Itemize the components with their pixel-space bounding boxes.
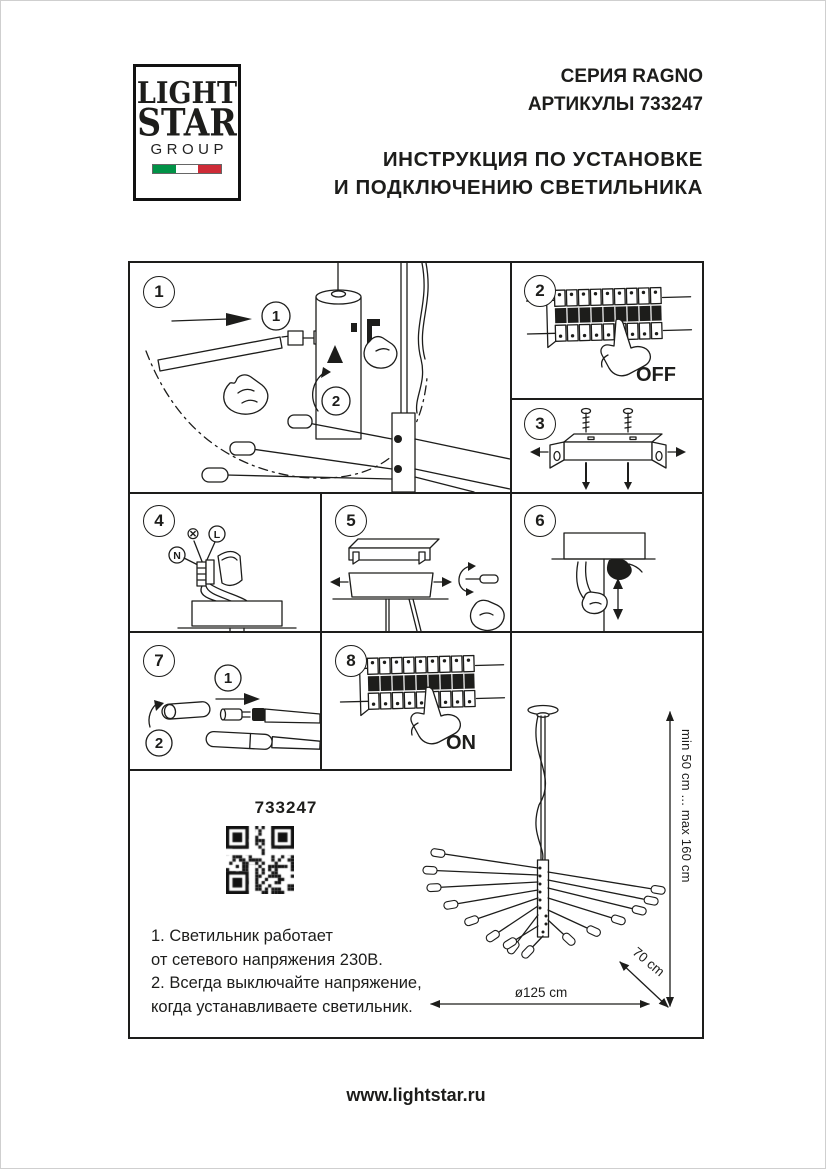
step-4-badge: 4: [143, 505, 175, 537]
safety-notes: [151, 925, 461, 1019]
note-line-1: 1. Светильник работает: [151, 927, 333, 945]
step-3-badge: 3: [524, 408, 556, 440]
chandelier-stem: [536, 716, 546, 862]
step-1-badge: 1: [143, 276, 175, 308]
logo-word-star: STAR: [137, 100, 237, 145]
canopy-box: [333, 573, 448, 631]
substep-2-marker: [322, 387, 350, 415]
title-line-1: ИНСТРУКЦИЯ ПО УСТАНОВКЕ: [382, 148, 703, 171]
step-1-panel: [130, 263, 510, 492]
hand-icon: [471, 600, 505, 630]
on-label: ON: [446, 732, 476, 754]
chandelier-hub: [538, 860, 549, 937]
upper-rod: [161, 701, 210, 719]
screwdriver-icon: [459, 562, 498, 596]
svg-text:1: 1: [223, 670, 233, 687]
flag-red-segment: [198, 165, 221, 173]
flag-white-segment: [176, 165, 199, 173]
header-series-block: [528, 63, 703, 119]
svg-text:2: 2: [154, 735, 164, 752]
logo-word-group: GROUP: [150, 141, 228, 158]
svg-text:1: 1: [271, 308, 281, 325]
note-line-2: от сетевого напряжения 230В.: [151, 950, 383, 969]
header-title-block: [334, 146, 703, 202]
italian-flag-bar: [152, 164, 222, 174]
lower-hand-icon: [577, 562, 607, 614]
chandelier-canopy: [528, 706, 558, 718]
articles-label: АРТИКУЛЫ 733247: [527, 94, 703, 115]
rod-arm: [158, 331, 326, 371]
qr-code: [226, 826, 294, 894]
step-8-badge: 8: [335, 645, 367, 677]
step-2-badge: 2: [524, 275, 556, 307]
height-range-label: min 50 cm ... max 160 cm: [679, 729, 694, 883]
upper-hand-icon: [607, 559, 632, 580]
direction-arrow: [226, 313, 252, 326]
step-5-badge: 5: [335, 505, 367, 537]
terminal-block: [197, 552, 242, 587]
earth-symbol: ⊗: [185, 524, 201, 543]
flag-green-segment: [153, 165, 176, 173]
canopy-wires: [201, 584, 247, 601]
substep-1-marker: [262, 302, 290, 330]
direction-arrow: [244, 693, 260, 705]
footer-website: www.lightstar.ru: [346, 1085, 486, 1105]
left-hand-icon: [224, 375, 268, 414]
instruction-grid: [128, 261, 704, 1039]
diameter-label: ø125 cm: [514, 985, 568, 1000]
note-line-4: когда устанавливаете светильник.: [151, 997, 413, 1016]
pendant-stem: [392, 263, 428, 492]
lightstar-logo: [133, 64, 241, 201]
terminal-labels: [169, 524, 225, 566]
svg-text:2: 2: [331, 393, 341, 410]
step-7-badge: 7: [143, 645, 175, 677]
connector-piece: [221, 708, 321, 723]
step-6-badge: 6: [524, 505, 556, 537]
step-6-panel: [512, 494, 702, 631]
hanger-bracket: [349, 539, 439, 564]
dimension-arrows: [431, 712, 670, 1007]
ceiling-box: [564, 533, 645, 559]
step-1-illustration: [130, 263, 510, 492]
step-5-panel: [322, 494, 510, 631]
off-label: OFF: [636, 364, 676, 386]
guide-arc: [146, 351, 427, 478]
ceiling-canopy: [178, 601, 296, 631]
substep-1-marker: [215, 665, 241, 691]
series-label: СЕРИЯ RAGNO: [560, 66, 703, 87]
step-4-panel: [130, 494, 320, 631]
right-hand-icon: [364, 337, 397, 369]
mounting-bracket: [550, 434, 666, 468]
line-label: L: [213, 529, 221, 541]
step-3-panel: [512, 400, 702, 492]
note-line-3: 2. Всегда выключайте напряжение,: [151, 974, 422, 992]
neutral-label: N: [173, 550, 181, 562]
step-7-panel: [130, 633, 320, 770]
title-line-2: И ПОДКЛЮЧЕНИЮ СВЕТИЛЬНИКА: [333, 176, 703, 199]
depth-label: 70 cm: [629, 944, 668, 980]
logo-word-light: LIGHT: [136, 76, 238, 111]
updown-arrow: [613, 578, 623, 620]
lower-rod: [206, 731, 320, 752]
step-2-panel: [512, 263, 702, 398]
article-number: 733247: [254, 798, 318, 817]
